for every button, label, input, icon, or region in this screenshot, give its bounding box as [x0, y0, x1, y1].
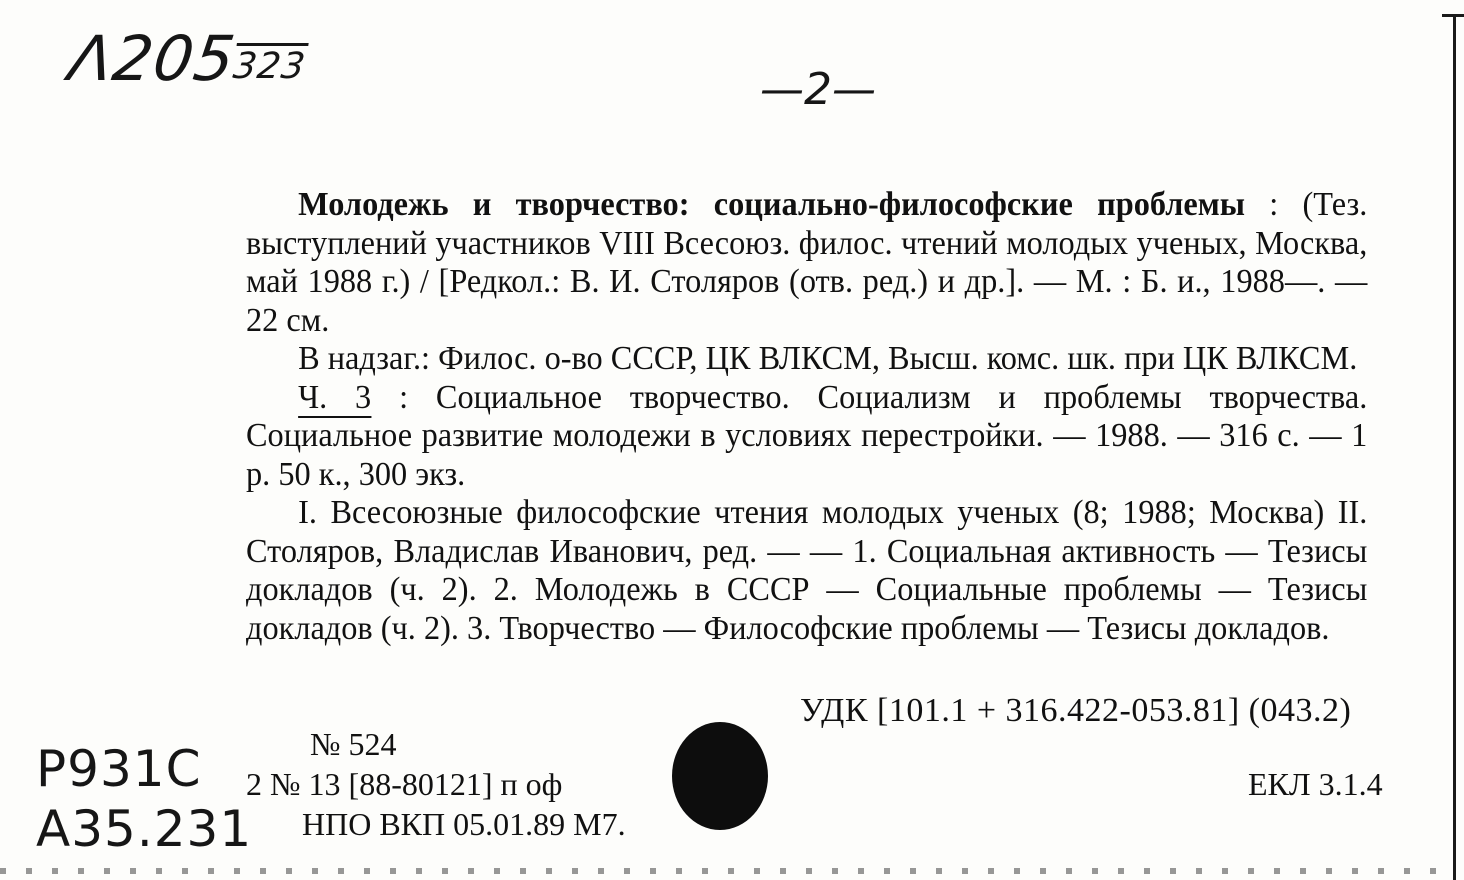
- punch-hole: [672, 722, 768, 830]
- entry-main-paragraph: [246, 186, 1367, 340]
- part-description: : Социальное творчество. Социализм и проблемы творчества. Социальное развитие молодежи в условиях перестройки. — 1988. — 316 с. — 1 р. 50 к., 300 экз.: [246, 378, 1368, 493]
- print-order: 2 № 13 [88-80121] п оф: [246, 766, 563, 802]
- card-edge-mark: [1442, 14, 1464, 17]
- shelf-mark-line2: A35.231: [36, 800, 253, 858]
- entry-note: В надзаг.: Филос. о-во СССР, ЦК ВЛКСМ, Высш. комс. шк. при ЦК ВЛКСМ.: [298, 340, 1358, 377]
- inventory-number-sub: 323: [230, 46, 309, 87]
- print-info: [246, 724, 626, 844]
- print-publisher: НПО ВКП 05.01.89 М7.: [302, 806, 626, 842]
- inventory-number-main: Λ205: [64, 22, 240, 95]
- ekl-code: ЕКЛ 3.1.4: [1248, 766, 1383, 802]
- shelf-mark-line1: P931C: [36, 740, 202, 798]
- inventory-number: [65, 22, 312, 95]
- print-number: № 524: [310, 726, 397, 762]
- part-number: Ч. 3: [298, 378, 372, 416]
- entry-title: Молодежь и творчество: социально-философские проблемы: [298, 186, 1245, 223]
- card-bottom-edge: [0, 868, 1440, 874]
- entry-part: [246, 379, 1367, 495]
- entry-tracings: I. Всесоюзные философские чтения молодых ученых (8; 1988; Москва) II. Столяров, Владислав Иванович, ред. — — 1. Социальная активность — Тезисы докладов (ч. 2). 2. Молодежь в СССР — Социальные проблемы — Тезисы докладов (ч. 2). 3. Творчество — Философские проблемы — Тезисы докладов.: [246, 494, 1368, 647]
- udc-code: УДК [101.1 + 316.422-053.81] (043.2): [800, 692, 1352, 729]
- entry-description: : (Тез. выступлений участников VIII Всесоюз. филос. чтений молодых ученых, Москва, май 1988 г.) / [Редкол.: В. И. Столяров (отв. ред.) и др.]. — М. : Б. и., 1988—. — 22 см.: [246, 186, 1368, 339]
- card-edge: [1453, 14, 1456, 880]
- page-mark: —2—: [760, 64, 876, 115]
- bibliographic-entry: [246, 186, 1367, 648]
